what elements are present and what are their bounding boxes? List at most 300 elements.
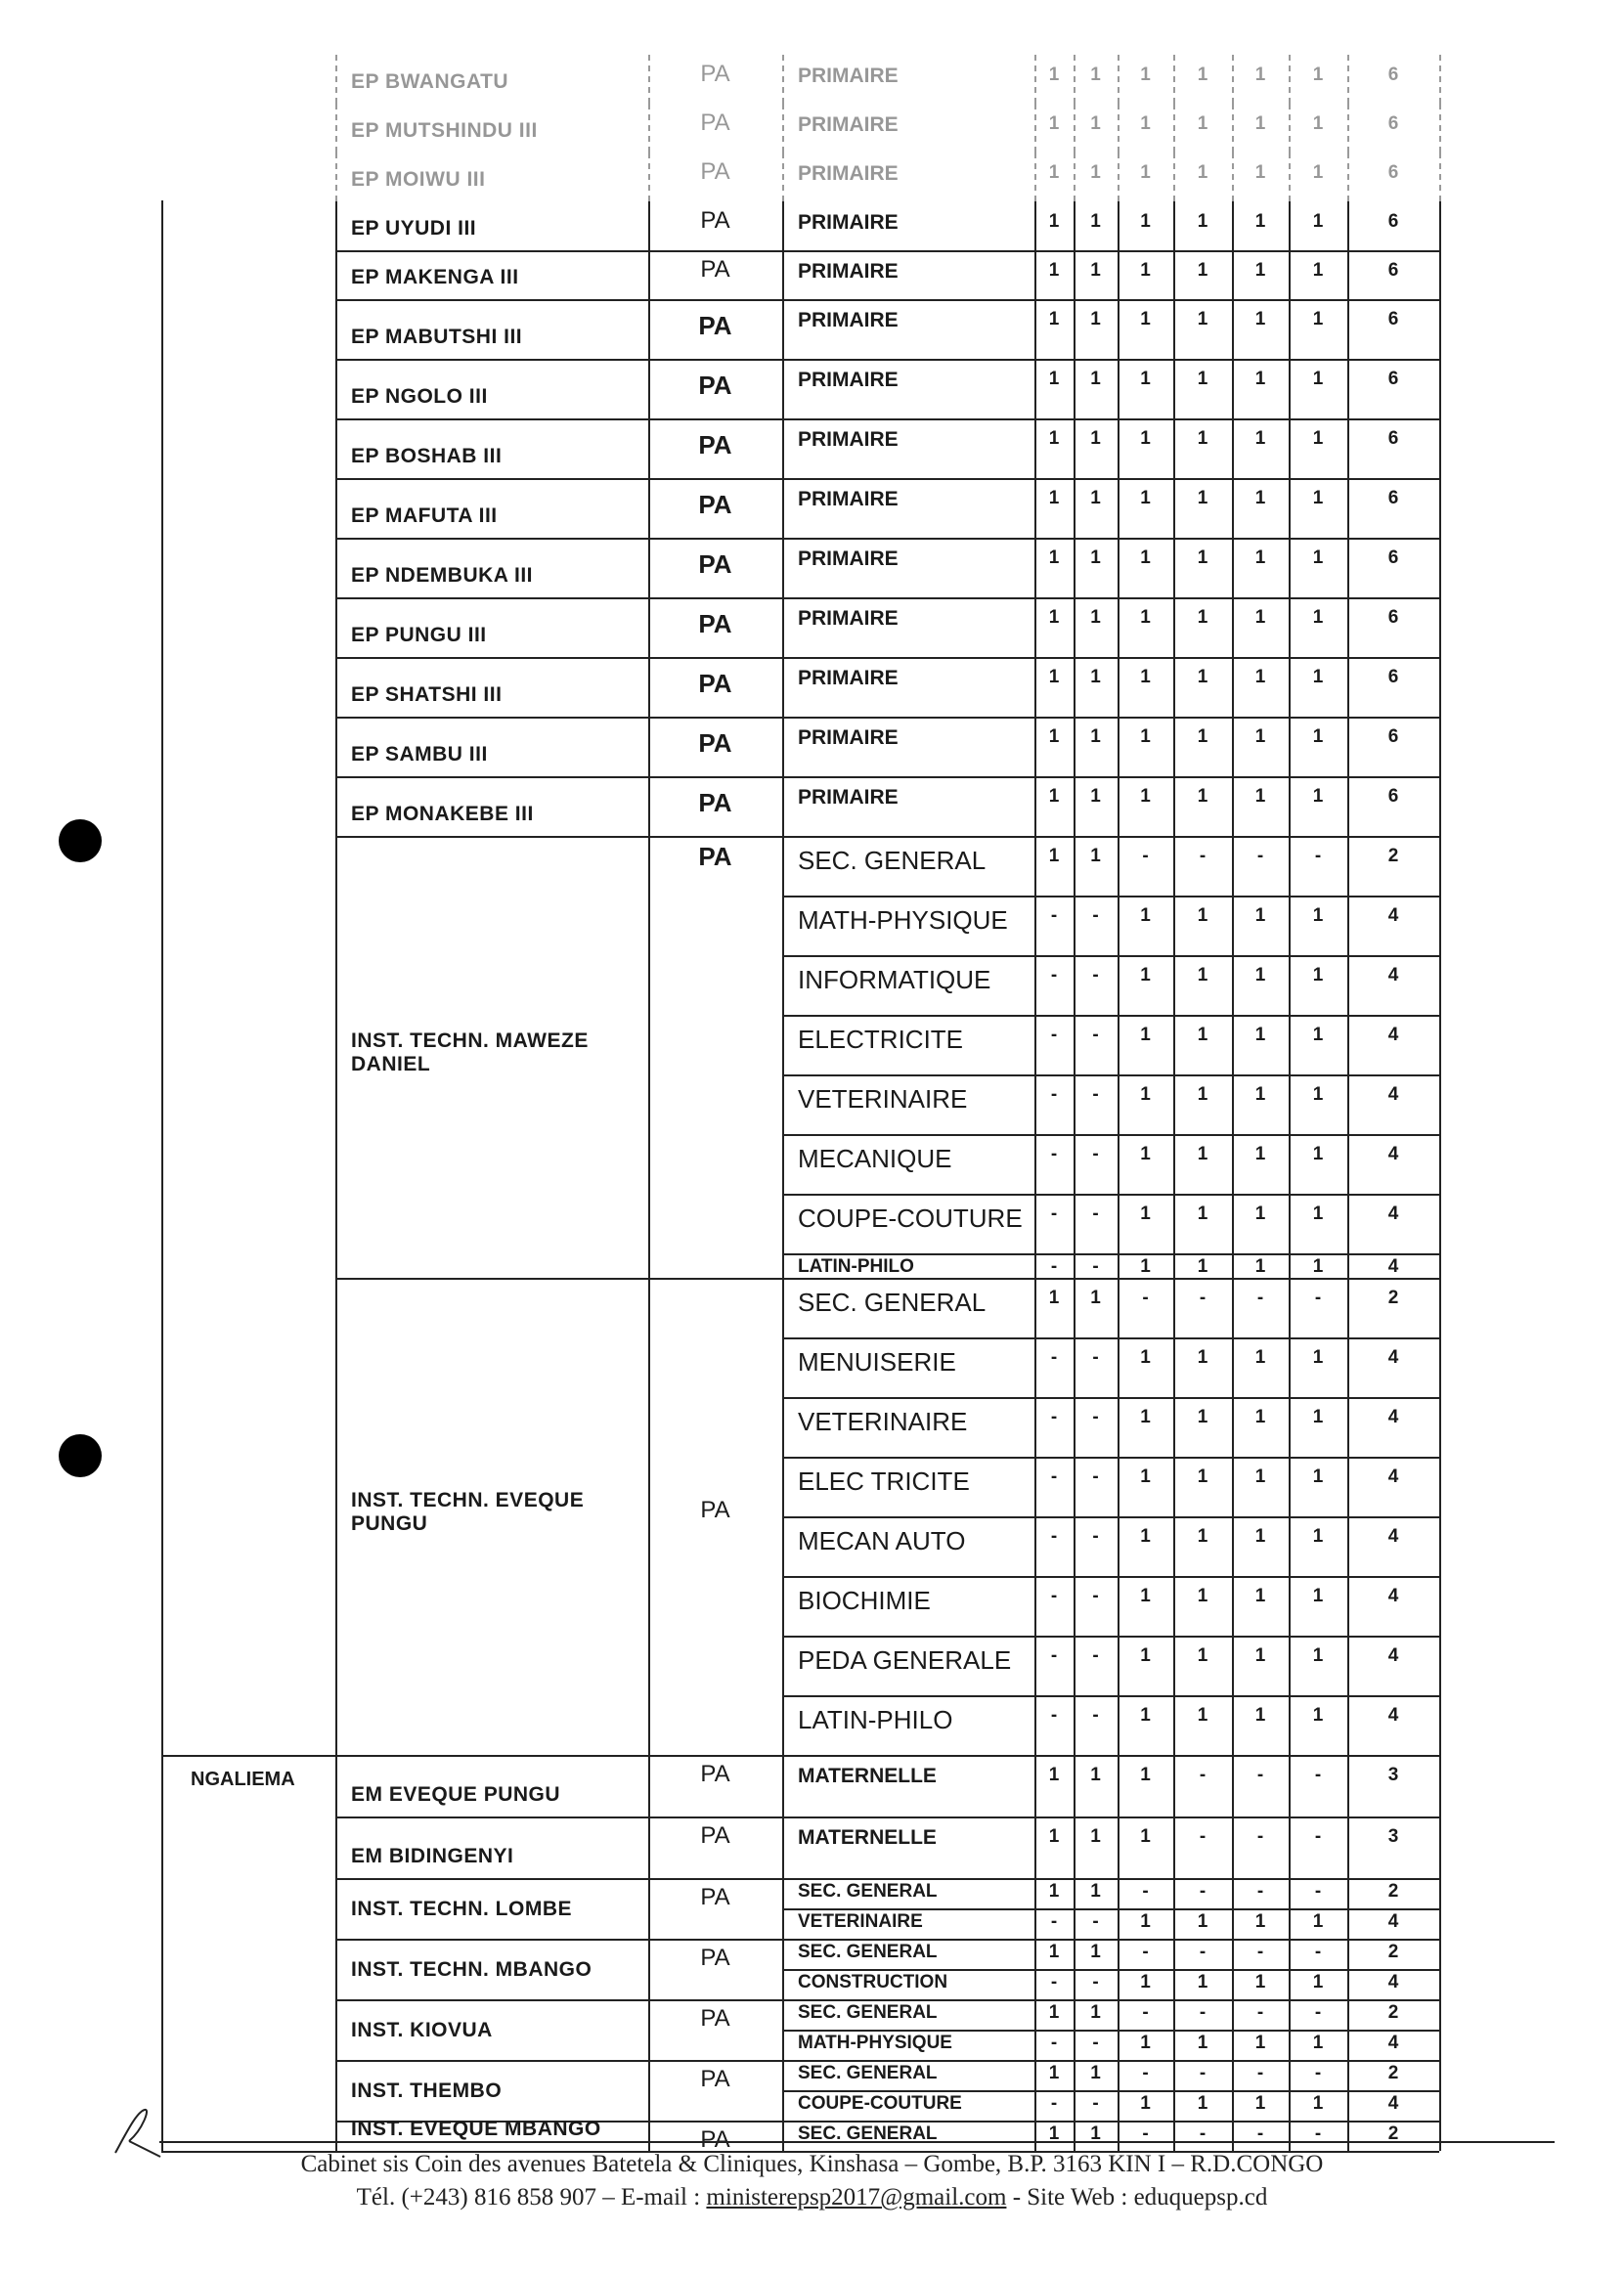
class-count: 1 bbox=[1197, 1911, 1208, 1932]
school-name: EP SAMBU III bbox=[335, 717, 648, 778]
class-count: 1 bbox=[1197, 2033, 1208, 2053]
class-count: 1 bbox=[1197, 369, 1208, 389]
class-count: 1 bbox=[1197, 2093, 1208, 2114]
class-count: 4 bbox=[1387, 2033, 1399, 2053]
option-label: CONSTRUCTION bbox=[798, 1972, 948, 1992]
class-count: 1 bbox=[1254, 113, 1266, 134]
class-count: - bbox=[1092, 905, 1099, 926]
class-count: - bbox=[1142, 846, 1149, 866]
option-row bbox=[782, 657, 1439, 719]
table-row bbox=[0, 1816, 1624, 1878]
column-border bbox=[1439, 55, 1441, 104]
option-row bbox=[782, 2060, 1439, 2092]
class-count: 4 bbox=[1387, 1972, 1399, 1992]
regime-code: PA bbox=[648, 418, 782, 480]
commune-column-border bbox=[161, 200, 163, 2151]
class-count: - bbox=[1092, 1526, 1099, 1547]
class-count: - bbox=[1142, 1942, 1149, 1962]
class-count: 1 bbox=[1048, 2063, 1060, 2083]
class-count: - bbox=[1050, 1407, 1058, 1427]
class-count: 1 bbox=[1090, 786, 1101, 807]
class-count: - bbox=[1050, 1204, 1058, 1224]
class-count: 6 bbox=[1387, 65, 1399, 85]
option-label: PRIMAIRE bbox=[798, 162, 899, 185]
class-count: 1 bbox=[1312, 1972, 1324, 1992]
class-count: 1 bbox=[1254, 162, 1266, 183]
class-count: 1 bbox=[1312, 607, 1324, 628]
class-count: 1 bbox=[1197, 786, 1208, 807]
class-count: 1 bbox=[1090, 260, 1101, 281]
commune-label: NGALIEMA bbox=[191, 1769, 295, 1790]
class-count: 1 bbox=[1312, 786, 1324, 807]
class-count: 1 bbox=[1090, 2123, 1101, 2144]
class-count: 1 bbox=[1254, 2093, 1266, 2114]
class-count: - bbox=[1199, 1288, 1207, 1308]
class-count: 1 bbox=[1090, 113, 1101, 134]
class-count: 1 bbox=[1090, 846, 1101, 866]
class-count: - bbox=[1050, 905, 1058, 926]
option-label: PRIMAIRE bbox=[798, 369, 899, 391]
regime-code: PA bbox=[648, 836, 782, 1280]
school-name: INST. TECHN. LOMBE bbox=[335, 1878, 648, 1941]
class-count: 1 bbox=[1090, 1288, 1101, 1308]
regime-code: PA bbox=[648, 1755, 782, 1818]
class-count: 1 bbox=[1140, 667, 1151, 687]
class-count: 1 bbox=[1254, 1144, 1266, 1164]
class-count: 1 bbox=[1140, 1526, 1151, 1547]
class-count: - bbox=[1142, 2002, 1149, 2023]
option-row bbox=[782, 359, 1439, 420]
class-count: 1 bbox=[1254, 607, 1266, 628]
footer-email-link[interactable]: ministerepsp2017@gmail.com bbox=[706, 2184, 1007, 2210]
option-row bbox=[782, 1939, 1439, 1971]
class-count: - bbox=[1314, 1765, 1322, 1785]
table-row bbox=[0, 55, 1624, 104]
class-count: 1 bbox=[1140, 965, 1151, 985]
option-label: PRIMAIRE bbox=[798, 260, 899, 283]
class-count: 1 bbox=[1254, 1645, 1266, 1666]
column-border bbox=[1439, 2121, 1441, 2151]
class-count: - bbox=[1092, 1645, 1099, 1666]
school-name: EP PUNGU III bbox=[335, 597, 648, 659]
option-row bbox=[782, 1636, 1439, 1697]
class-count: 1 bbox=[1197, 65, 1208, 85]
class-count: 1 bbox=[1197, 1645, 1208, 1666]
school-name: EP MUTSHINDU III bbox=[351, 119, 538, 142]
option-label: MENUISERIE bbox=[798, 1347, 956, 1377]
class-count: 1 bbox=[1140, 2093, 1151, 2114]
class-count: 1 bbox=[1197, 1407, 1208, 1427]
option-row bbox=[782, 2030, 1439, 2062]
option-row bbox=[782, 836, 1439, 897]
column-border bbox=[1439, 201, 1441, 250]
class-count: 1 bbox=[1048, 547, 1060, 568]
school-name: EP MAFUTA III bbox=[335, 478, 648, 540]
school-name: INST. TECHN. MAWEZE DANIEL bbox=[335, 836, 648, 1280]
class-count: 1 bbox=[1197, 607, 1208, 628]
class-count: - bbox=[1256, 1881, 1264, 1902]
class-count: 1 bbox=[1048, 726, 1060, 747]
option-row bbox=[782, 2121, 1439, 2153]
class-count: 1 bbox=[1254, 2033, 1266, 2053]
class-count: 1 bbox=[1140, 162, 1151, 183]
column-border bbox=[1439, 478, 1441, 538]
class-count: 1 bbox=[1140, 726, 1151, 747]
class-count: 1 bbox=[1254, 1911, 1266, 1932]
footer-address: Cabinet sis Coin des avenues Batetela & Cliniques, Kinshasa – Gombe, B.P. 3163 KIN I – R.D.CONGO bbox=[300, 2151, 1324, 2177]
class-count: 6 bbox=[1387, 726, 1399, 747]
class-count: 1 bbox=[1254, 1972, 1266, 1992]
option-label: SEC. GENERAL bbox=[798, 1288, 987, 1317]
class-count: 1 bbox=[1090, 162, 1101, 183]
option-label: PRIMAIRE bbox=[798, 607, 899, 630]
class-count: 1 bbox=[1048, 607, 1060, 628]
class-count: - bbox=[1092, 1204, 1099, 1224]
option-label: COUPE-COUTURE bbox=[798, 2093, 962, 2114]
school-name: EP UYUDI III bbox=[335, 201, 648, 252]
class-count: 1 bbox=[1048, 428, 1060, 449]
class-count: 1 bbox=[1140, 2033, 1151, 2053]
class-count: - bbox=[1314, 2063, 1322, 2083]
class-count: 1 bbox=[1140, 211, 1151, 232]
column-border bbox=[1439, 717, 1441, 776]
school-name: EP MONAKEBE III bbox=[335, 776, 648, 838]
class-count: 1 bbox=[1090, 309, 1101, 329]
option-row bbox=[782, 1397, 1439, 1459]
option-label: PRIMAIRE bbox=[798, 113, 899, 136]
class-count: - bbox=[1092, 965, 1099, 985]
option-label: MATH-PHYSIQUE bbox=[798, 905, 1008, 935]
option-row bbox=[782, 55, 1439, 104]
option-row bbox=[782, 1015, 1439, 1076]
class-count: 1 bbox=[1140, 1407, 1151, 1427]
class-count: 4 bbox=[1387, 905, 1399, 926]
class-count: 1 bbox=[1140, 260, 1151, 281]
class-count: 6 bbox=[1387, 488, 1399, 508]
option-row bbox=[782, 776, 1439, 838]
class-count: 2 bbox=[1387, 2123, 1399, 2144]
class-count: 1 bbox=[1048, 369, 1060, 389]
column-border bbox=[1439, 418, 1441, 478]
class-count: 1 bbox=[1254, 428, 1266, 449]
column-border bbox=[1439, 776, 1441, 836]
option-label: PEDA GENERALE bbox=[798, 1645, 1012, 1675]
class-count: - bbox=[1142, 2063, 1149, 2083]
class-count: 6 bbox=[1387, 667, 1399, 687]
option-row bbox=[782, 1134, 1439, 1196]
school-name: EM BIDINGENYI bbox=[335, 1816, 648, 1880]
class-count: 1 bbox=[1254, 1204, 1266, 1224]
footer-rule bbox=[159, 2141, 1555, 2143]
class-count: 2 bbox=[1387, 2063, 1399, 2083]
option-label: MATERNELLE bbox=[798, 1765, 937, 1787]
option-label: BIOCHIMIE bbox=[798, 1586, 931, 1615]
class-count: 1 bbox=[1090, 607, 1101, 628]
class-count: 1 bbox=[1048, 309, 1060, 329]
option-label: COUPE-COUTURE bbox=[798, 1204, 1023, 1233]
footer-contact bbox=[0, 2184, 1624, 2211]
regime-code: PA bbox=[648, 299, 782, 361]
class-count: 1 bbox=[1048, 113, 1060, 134]
class-count: 1 bbox=[1197, 1526, 1208, 1547]
regime-code: PA bbox=[648, 1816, 782, 1880]
option-label: PRIMAIRE bbox=[798, 211, 899, 234]
class-count: 1 bbox=[1048, 786, 1060, 807]
class-count: 1 bbox=[1254, 1407, 1266, 1427]
class-count: - bbox=[1092, 1586, 1099, 1606]
class-count: 1 bbox=[1254, 488, 1266, 508]
class-count: 1 bbox=[1048, 2002, 1060, 2023]
class-count: 6 bbox=[1387, 547, 1399, 568]
class-count: 1 bbox=[1312, 1526, 1324, 1547]
option-label: SEC. GENERAL bbox=[798, 1942, 938, 1962]
school-name: EP SHATSHI III bbox=[335, 657, 648, 719]
class-count: 6 bbox=[1387, 260, 1399, 281]
class-count: - bbox=[1199, 846, 1207, 866]
class-count: 1 bbox=[1312, 2093, 1324, 2114]
class-count: - bbox=[1092, 1466, 1099, 1487]
class-count: 1 bbox=[1140, 113, 1151, 134]
class-count: 6 bbox=[1387, 211, 1399, 232]
table-row bbox=[0, 538, 1624, 597]
class-count: 1 bbox=[1090, 428, 1101, 449]
class-count: 1 bbox=[1254, 211, 1266, 232]
class-count: - bbox=[1050, 2093, 1058, 2114]
class-count: 1 bbox=[1197, 1705, 1208, 1726]
class-count: 2 bbox=[1387, 2002, 1399, 2023]
class-count: 1 bbox=[1140, 1972, 1151, 1992]
class-count: 1 bbox=[1312, 1204, 1324, 1224]
column-border bbox=[1439, 153, 1441, 201]
option-label: LATIN-PHILO bbox=[798, 1256, 914, 1277]
class-count: 4 bbox=[1387, 1526, 1399, 1547]
class-count: 4 bbox=[1387, 1705, 1399, 1726]
class-count: - bbox=[1092, 1911, 1099, 1932]
class-count: 1 bbox=[1048, 1942, 1060, 1962]
class-count: 1 bbox=[1197, 1025, 1208, 1045]
class-count: 1 bbox=[1048, 667, 1060, 687]
option-row bbox=[782, 299, 1439, 361]
option-row bbox=[782, 1457, 1439, 1518]
class-count: - bbox=[1314, 1942, 1322, 1962]
class-count: 6 bbox=[1387, 607, 1399, 628]
class-count: 4 bbox=[1387, 1256, 1399, 1277]
class-count: - bbox=[1050, 1526, 1058, 1547]
class-count: - bbox=[1199, 2063, 1207, 2083]
regime-code: PA bbox=[648, 250, 782, 301]
class-count: 1 bbox=[1254, 1526, 1266, 1547]
class-count: - bbox=[1050, 1586, 1058, 1606]
class-count: - bbox=[1092, 2093, 1099, 2114]
school-name: INST. EVEQUE MBANGO bbox=[335, 2121, 648, 2153]
column-border bbox=[1439, 1878, 1441, 1939]
class-count: 1 bbox=[1254, 905, 1266, 926]
class-count: 1 bbox=[1090, 369, 1101, 389]
regime-code: PA bbox=[648, 1939, 782, 2001]
regime-code: PA bbox=[700, 61, 730, 87]
class-count: 1 bbox=[1312, 965, 1324, 985]
class-count: 1 bbox=[1140, 786, 1151, 807]
option-label: VETERINAIRE bbox=[798, 1911, 923, 1932]
option-label: VETERINAIRE bbox=[798, 1084, 968, 1114]
class-count: 1 bbox=[1254, 1466, 1266, 1487]
class-count: 1 bbox=[1312, 1466, 1324, 1487]
class-count: 1 bbox=[1140, 1466, 1151, 1487]
regime-code: PA bbox=[648, 359, 782, 420]
option-row bbox=[782, 1755, 1439, 1818]
option-row bbox=[782, 896, 1439, 957]
table-row bbox=[0, 478, 1624, 538]
regime-code: PA bbox=[648, 2121, 782, 2153]
class-count: 4 bbox=[1387, 1645, 1399, 1666]
class-count: 4 bbox=[1387, 1204, 1399, 1224]
class-count: 1 bbox=[1048, 162, 1060, 183]
class-count: 1 bbox=[1254, 1256, 1266, 1277]
option-row bbox=[782, 717, 1439, 778]
class-count: 4 bbox=[1387, 1025, 1399, 1045]
class-count: 6 bbox=[1387, 369, 1399, 389]
class-count: 1 bbox=[1140, 547, 1151, 568]
column-border bbox=[1439, 538, 1441, 597]
class-count: 4 bbox=[1387, 1084, 1399, 1105]
table-row bbox=[0, 1878, 1624, 1939]
class-count: - bbox=[1256, 2002, 1264, 2023]
class-count: 1 bbox=[1312, 65, 1324, 85]
class-count: 1 bbox=[1140, 1826, 1151, 1847]
option-label: PRIMAIRE bbox=[798, 65, 899, 87]
class-count: 1 bbox=[1048, 846, 1060, 866]
column-border bbox=[1439, 104, 1441, 153]
class-count: 4 bbox=[1387, 965, 1399, 985]
class-count: 1 bbox=[1140, 905, 1151, 926]
regime-code: PA bbox=[648, 538, 782, 599]
table-row bbox=[0, 776, 1624, 836]
table-row bbox=[0, 250, 1624, 299]
table-row bbox=[0, 359, 1624, 418]
class-count: - bbox=[1256, 2063, 1264, 2083]
class-count: 1 bbox=[1312, 1705, 1324, 1726]
class-count: 1 bbox=[1140, 1144, 1151, 1164]
table-row bbox=[0, 1999, 1624, 2060]
class-count: - bbox=[1256, 846, 1264, 866]
class-count: 1 bbox=[1197, 1347, 1208, 1368]
class-count: 1 bbox=[1140, 1025, 1151, 1045]
class-count: - bbox=[1256, 2123, 1264, 2144]
option-label: MECAN AUTO bbox=[798, 1526, 966, 1555]
class-count: 1 bbox=[1312, 309, 1324, 329]
class-count: 1 bbox=[1197, 905, 1208, 926]
class-count: 1 bbox=[1048, 1826, 1060, 1847]
class-count: 1 bbox=[1312, 1645, 1324, 1666]
option-row bbox=[782, 597, 1439, 659]
class-count: 1 bbox=[1140, 1586, 1151, 1606]
class-count: - bbox=[1092, 1144, 1099, 1164]
school-name: EP BOSHAB III bbox=[335, 418, 648, 480]
class-count: 1 bbox=[1090, 726, 1101, 747]
option-label: SEC. GENERAL bbox=[798, 2123, 938, 2144]
class-count: - bbox=[1050, 965, 1058, 985]
class-count: - bbox=[1092, 2033, 1099, 2053]
option-row bbox=[782, 201, 1439, 252]
class-count: 1 bbox=[1254, 65, 1266, 85]
option-label: PRIMAIRE bbox=[798, 547, 899, 570]
class-count: 1 bbox=[1140, 488, 1151, 508]
class-count: - bbox=[1092, 1972, 1099, 1992]
class-count: 1 bbox=[1312, 1144, 1324, 1164]
class-count: - bbox=[1092, 1084, 1099, 1105]
option-label: ELECTRICITE bbox=[798, 1025, 964, 1054]
class-count: - bbox=[1314, 1826, 1322, 1847]
class-count: 1 bbox=[1090, 2002, 1101, 2023]
class-count: - bbox=[1092, 1025, 1099, 1045]
class-count: 1 bbox=[1090, 547, 1101, 568]
option-label: ELEC TRICITE bbox=[798, 1466, 970, 1496]
class-count: - bbox=[1199, 1826, 1207, 1847]
class-count: 1 bbox=[1254, 369, 1266, 389]
option-row bbox=[782, 1253, 1439, 1280]
class-count: 1 bbox=[1312, 1911, 1324, 1932]
class-count: 1 bbox=[1140, 1645, 1151, 1666]
class-count: 1 bbox=[1197, 1256, 1208, 1277]
class-count: - bbox=[1314, 2002, 1322, 2023]
class-count: - bbox=[1050, 1256, 1058, 1277]
class-count: - bbox=[1199, 1765, 1207, 1785]
class-count: 1 bbox=[1312, 2033, 1324, 2053]
column-border bbox=[1439, 1755, 1441, 1816]
class-count: 1 bbox=[1048, 65, 1060, 85]
column-border bbox=[1439, 657, 1441, 717]
class-count: 1 bbox=[1048, 211, 1060, 232]
class-count: 1 bbox=[1197, 1084, 1208, 1105]
class-count: - bbox=[1050, 1972, 1058, 1992]
class-count: 1 bbox=[1090, 1765, 1101, 1785]
table-row bbox=[0, 418, 1624, 478]
class-count: 1 bbox=[1312, 547, 1324, 568]
class-count: 1 bbox=[1312, 260, 1324, 281]
class-count: 1 bbox=[1254, 786, 1266, 807]
class-count: - bbox=[1050, 1645, 1058, 1666]
regime-code: PA bbox=[648, 478, 782, 540]
class-count: - bbox=[1256, 1288, 1264, 1308]
class-count: 1 bbox=[1048, 260, 1060, 281]
class-count: - bbox=[1092, 1705, 1099, 1726]
class-count: - bbox=[1142, 1881, 1149, 1902]
table-row bbox=[0, 657, 1624, 717]
class-count: 6 bbox=[1387, 162, 1399, 183]
class-count: 6 bbox=[1387, 309, 1399, 329]
option-row bbox=[782, 1878, 1439, 1910]
column-border bbox=[1439, 1816, 1441, 1878]
class-count: - bbox=[1199, 2002, 1207, 2023]
class-count: 1 bbox=[1197, 547, 1208, 568]
table-row bbox=[0, 597, 1624, 657]
class-count: 1 bbox=[1197, 113, 1208, 134]
class-count: 1 bbox=[1090, 667, 1101, 687]
table-row bbox=[0, 717, 1624, 776]
option-label: VETERINAIRE bbox=[798, 1407, 968, 1436]
class-count: 1 bbox=[1197, 1586, 1208, 1606]
class-count: 1 bbox=[1312, 1586, 1324, 1606]
class-count: 4 bbox=[1387, 1586, 1399, 1606]
option-row bbox=[782, 1908, 1439, 1941]
table-row bbox=[0, 104, 1624, 153]
punch-hole bbox=[59, 1434, 102, 1477]
class-count: - bbox=[1050, 1911, 1058, 1932]
school-name: INST. TECHN. MBANGO bbox=[335, 1939, 648, 2001]
class-count: - bbox=[1050, 1084, 1058, 1105]
class-count: 1 bbox=[1140, 1911, 1151, 1932]
school-name: INST. KIOVUA bbox=[335, 1999, 648, 2062]
